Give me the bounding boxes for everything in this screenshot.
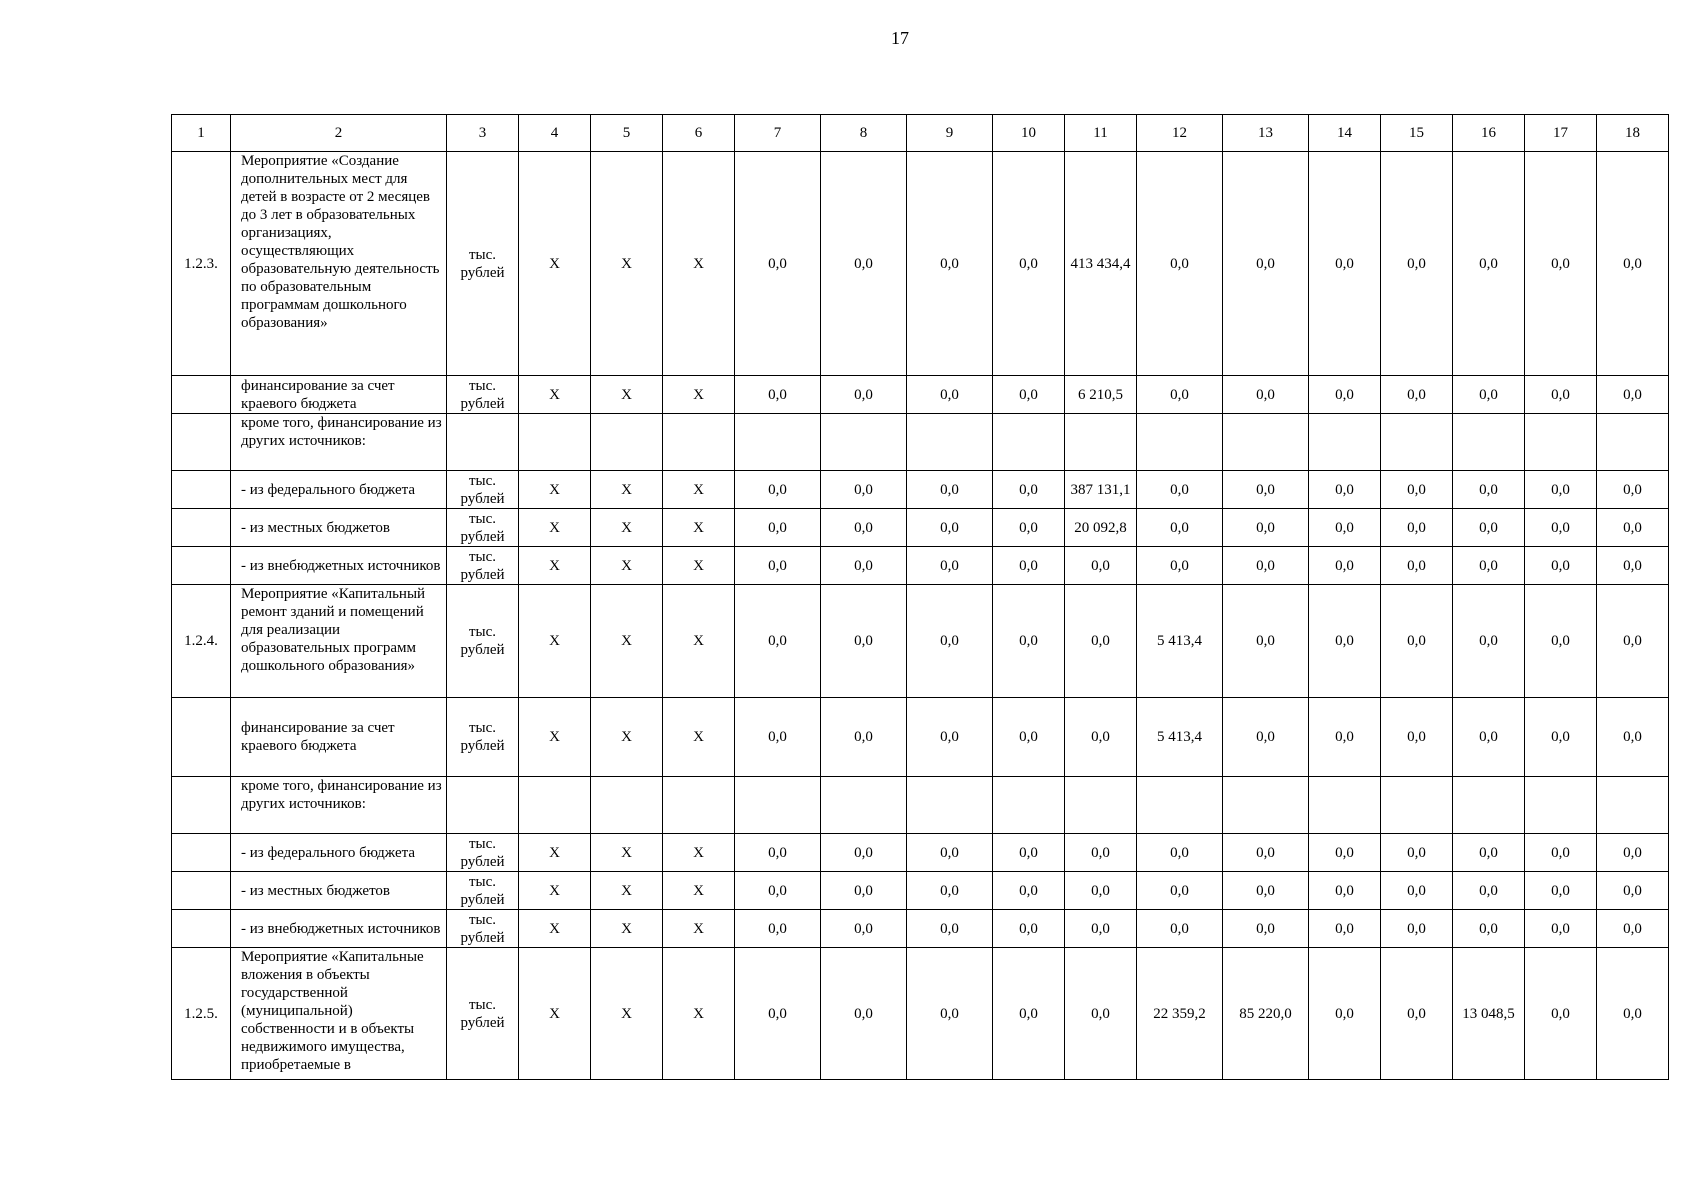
value-cell [907, 414, 993, 471]
value-cell: 0,0 [1525, 471, 1597, 509]
table-row [172, 509, 1669, 547]
description-cell: - из местных бюджетов [231, 872, 447, 910]
value-cell: 0,0 [1381, 152, 1453, 376]
value-cell: 0,0 [1525, 834, 1597, 872]
value-cell: 5 413,4 [1137, 698, 1223, 777]
value-cell: 0,0 [993, 948, 1065, 1080]
value-cell: Х [591, 471, 663, 509]
value-cell: Х [591, 834, 663, 872]
description-cell: кроме того, финансирование из других источников: [231, 414, 447, 471]
column-header-14: 14 [1309, 115, 1381, 152]
row-number-cell: 1.2.4. [172, 585, 231, 698]
value-cell: Х [591, 509, 663, 547]
value-cell: 0,0 [1223, 547, 1309, 585]
value-cell [907, 777, 993, 834]
value-cell: 0,0 [1525, 872, 1597, 910]
value-cell: 22 359,2 [1137, 948, 1223, 1080]
value-cell: 413 434,4 [1065, 152, 1137, 376]
value-cell: 0,0 [1453, 547, 1525, 585]
value-cell: Х [591, 547, 663, 585]
value-cell: 0,0 [821, 471, 907, 509]
value-cell [735, 777, 821, 834]
row-number-cell [172, 414, 231, 471]
value-cell: 0,0 [993, 547, 1065, 585]
value-cell [1453, 414, 1525, 471]
value-cell: 0,0 [1453, 471, 1525, 509]
table-body [172, 115, 1669, 1080]
value-cell: 0,0 [1137, 471, 1223, 509]
row-number-cell [172, 698, 231, 777]
unit-cell [447, 777, 519, 834]
value-cell [1453, 777, 1525, 834]
table-row [172, 834, 1669, 872]
value-cell: Х [519, 509, 591, 547]
value-cell: 0,0 [1309, 547, 1381, 585]
value-cell [1309, 777, 1381, 834]
unit-cell: тыс. рублей [447, 509, 519, 547]
value-cell: 0,0 [735, 698, 821, 777]
value-cell: Х [663, 585, 735, 698]
value-cell: 0,0 [1065, 910, 1137, 948]
table-row [172, 948, 1669, 1080]
description-cell: финансирование за счет краевого бюджета [231, 376, 447, 414]
value-cell: 0,0 [1597, 376, 1669, 414]
value-cell [1525, 777, 1597, 834]
value-cell: 0,0 [1309, 698, 1381, 777]
value-cell: 5 413,4 [1137, 585, 1223, 698]
value-cell: 0,0 [821, 872, 907, 910]
value-cell: 0,0 [907, 547, 993, 585]
value-cell [1223, 777, 1309, 834]
value-cell: 0,0 [1223, 872, 1309, 910]
value-cell: 85 220,0 [1223, 948, 1309, 1080]
value-cell: 0,0 [735, 152, 821, 376]
description-cell: кроме того, финансирование из других источников: [231, 777, 447, 834]
value-cell: Х [663, 698, 735, 777]
value-cell: 0,0 [907, 698, 993, 777]
column-header-17: 17 [1525, 115, 1597, 152]
value-cell [663, 777, 735, 834]
value-cell: 0,0 [1525, 509, 1597, 547]
value-cell: 0,0 [1309, 834, 1381, 872]
table-row [172, 777, 1669, 834]
value-cell: 0,0 [1309, 471, 1381, 509]
value-cell: 0,0 [1381, 471, 1453, 509]
value-cell: 0,0 [1381, 509, 1453, 547]
value-cell: 0,0 [1137, 834, 1223, 872]
budget-table [171, 114, 1669, 1080]
value-cell: Х [663, 471, 735, 509]
value-cell [519, 777, 591, 834]
table-row [172, 872, 1669, 910]
table-row [172, 471, 1669, 509]
value-cell [1137, 777, 1223, 834]
value-cell [663, 414, 735, 471]
value-cell: Х [519, 585, 591, 698]
value-cell: 0,0 [821, 834, 907, 872]
value-cell [821, 777, 907, 834]
unit-cell: тыс. рублей [447, 152, 519, 376]
value-cell: Х [591, 910, 663, 948]
description-cell: - из местных бюджетов [231, 509, 447, 547]
value-cell: 0,0 [1137, 547, 1223, 585]
column-header-4: 4 [519, 115, 591, 152]
value-cell: 0,0 [1381, 376, 1453, 414]
value-cell: 0,0 [1597, 585, 1669, 698]
value-cell: 0,0 [1381, 585, 1453, 698]
value-cell: Х [591, 872, 663, 910]
value-cell [1597, 414, 1669, 471]
value-cell: 0,0 [1525, 698, 1597, 777]
value-cell: 0,0 [1223, 376, 1309, 414]
page-number: 17 [891, 28, 909, 48]
value-cell: Х [591, 152, 663, 376]
value-cell: 0,0 [907, 376, 993, 414]
header-row [172, 115, 1669, 152]
value-cell: 0,0 [1309, 948, 1381, 1080]
value-cell: 0,0 [907, 948, 993, 1080]
column-header-1: 1 [172, 115, 231, 152]
value-cell [1065, 414, 1137, 471]
value-cell: 0,0 [1223, 910, 1309, 948]
description-cell: Мероприятие «Капитальный ремонт зданий и помещений для реализации образовательных программ дошкольного образования» [231, 585, 447, 698]
value-cell: Х [519, 152, 591, 376]
value-cell: 0,0 [1065, 585, 1137, 698]
value-cell: 0,0 [1137, 872, 1223, 910]
value-cell: 20 092,8 [1065, 509, 1137, 547]
value-cell: 0,0 [1065, 698, 1137, 777]
description-cell: - из федерального бюджета [231, 471, 447, 509]
description-cell: - из внебюджетных источников [231, 910, 447, 948]
value-cell: 0,0 [1597, 834, 1669, 872]
description-cell: Мероприятие «Капитальные вложения в объекты государственной (муниципальной) собственности и в объекты недвижимого имущества, приобретаемые в [231, 948, 447, 1080]
column-header-11: 11 [1065, 115, 1137, 152]
row-number-cell: 1.2.3. [172, 152, 231, 376]
value-cell: 0,0 [1223, 152, 1309, 376]
value-cell [1065, 777, 1137, 834]
value-cell: 0,0 [735, 376, 821, 414]
value-cell: 0,0 [1065, 872, 1137, 910]
value-cell [993, 777, 1065, 834]
value-cell: 0,0 [1453, 872, 1525, 910]
value-cell: Х [663, 872, 735, 910]
value-cell: Х [519, 547, 591, 585]
value-cell: 0,0 [1309, 152, 1381, 376]
column-header-6: 6 [663, 115, 735, 152]
unit-cell: тыс. рублей [447, 471, 519, 509]
value-cell: 0,0 [1223, 585, 1309, 698]
unit-cell [447, 414, 519, 471]
unit-cell: тыс. рублей [447, 585, 519, 698]
description-cell: Мероприятие «Создание дополнительных мест для детей в возрасте от 2 месяцев до 3 лет в образовательных организациях, осуществляющих образовательную деятельность по образовательным программам дошкольного образования» [231, 152, 447, 376]
value-cell: Х [519, 471, 591, 509]
value-cell: Х [519, 834, 591, 872]
row-number-cell: 1.2.5. [172, 948, 231, 1080]
row-number-cell [172, 376, 231, 414]
value-cell: 0,0 [993, 698, 1065, 777]
unit-cell: тыс. рублей [447, 376, 519, 414]
table-row [172, 414, 1669, 471]
value-cell [1597, 777, 1669, 834]
value-cell: 13 048,5 [1453, 948, 1525, 1080]
value-cell: 0,0 [1597, 547, 1669, 585]
value-cell: 0,0 [821, 910, 907, 948]
value-cell: Х [663, 152, 735, 376]
value-cell [1137, 414, 1223, 471]
value-cell: 0,0 [907, 152, 993, 376]
value-cell: 0,0 [821, 547, 907, 585]
column-header-5: 5 [591, 115, 663, 152]
value-cell: 0,0 [1137, 376, 1223, 414]
value-cell: 387 131,1 [1065, 471, 1137, 509]
value-cell: 0,0 [1223, 698, 1309, 777]
value-cell: 0,0 [735, 547, 821, 585]
unit-cell: тыс. рублей [447, 698, 519, 777]
value-cell: 0,0 [1525, 376, 1597, 414]
column-header-3: 3 [447, 115, 519, 152]
value-cell: 0,0 [821, 948, 907, 1080]
unit-cell: тыс. рублей [447, 910, 519, 948]
value-cell [591, 414, 663, 471]
table-row [172, 376, 1669, 414]
row-number-cell [172, 547, 231, 585]
column-header-13: 13 [1223, 115, 1309, 152]
value-cell: 0,0 [1453, 152, 1525, 376]
value-cell: 0,0 [1597, 872, 1669, 910]
value-cell [993, 414, 1065, 471]
value-cell: 0,0 [1597, 152, 1669, 376]
value-cell: 0,0 [1381, 872, 1453, 910]
value-cell: 0,0 [1597, 948, 1669, 1080]
value-cell: 0,0 [1525, 547, 1597, 585]
table-row [172, 152, 1669, 376]
value-cell: 0,0 [1381, 834, 1453, 872]
value-cell: 0,0 [1309, 509, 1381, 547]
value-cell: 0,0 [1597, 509, 1669, 547]
value-cell: 0,0 [1223, 834, 1309, 872]
value-cell: 0,0 [993, 376, 1065, 414]
value-cell [735, 414, 821, 471]
value-cell: 0,0 [1309, 585, 1381, 698]
table-row [172, 910, 1669, 948]
value-cell [1381, 414, 1453, 471]
value-cell: 0,0 [1597, 698, 1669, 777]
value-cell: Х [591, 698, 663, 777]
value-cell: Х [591, 948, 663, 1080]
value-cell: 0,0 [1381, 910, 1453, 948]
value-cell: Х [519, 376, 591, 414]
value-cell: 0,0 [993, 585, 1065, 698]
table-row [172, 698, 1669, 777]
row-number-cell [172, 910, 231, 948]
value-cell: Х [663, 834, 735, 872]
value-cell: 0,0 [1137, 910, 1223, 948]
value-cell: 0,0 [907, 834, 993, 872]
value-cell: 0,0 [1309, 872, 1381, 910]
table-row [172, 547, 1669, 585]
value-cell: 0,0 [1381, 948, 1453, 1080]
value-cell: Х [519, 910, 591, 948]
value-cell: Х [663, 910, 735, 948]
description-cell: - из федерального бюджета [231, 834, 447, 872]
value-cell: 0,0 [1065, 834, 1137, 872]
value-cell: 0,0 [735, 834, 821, 872]
value-cell: Х [663, 547, 735, 585]
value-cell: 0,0 [821, 585, 907, 698]
value-cell: 0,0 [1525, 585, 1597, 698]
value-cell: 0,0 [1137, 152, 1223, 376]
value-cell [519, 414, 591, 471]
value-cell: 0,0 [1453, 834, 1525, 872]
value-cell: 0,0 [735, 948, 821, 1080]
value-cell: Х [519, 872, 591, 910]
value-cell: 0,0 [993, 910, 1065, 948]
row-number-cell [172, 777, 231, 834]
description-cell: финансирование за счет краевого бюджета [231, 698, 447, 777]
value-cell: 0,0 [993, 834, 1065, 872]
column-header-18: 18 [1597, 115, 1669, 152]
value-cell: Х [663, 509, 735, 547]
value-cell: 0,0 [735, 585, 821, 698]
value-cell: 0,0 [1381, 547, 1453, 585]
column-header-12: 12 [1137, 115, 1223, 152]
value-cell: 0,0 [1309, 376, 1381, 414]
value-cell: 0,0 [735, 872, 821, 910]
value-cell: 0,0 [907, 471, 993, 509]
value-cell: 0,0 [1453, 698, 1525, 777]
value-cell: 0,0 [993, 509, 1065, 547]
row-number-cell [172, 834, 231, 872]
value-cell: 0,0 [1223, 509, 1309, 547]
value-cell: 0,0 [907, 585, 993, 698]
value-cell: 0,0 [735, 509, 821, 547]
table-row [172, 585, 1669, 698]
row-number-cell [172, 471, 231, 509]
value-cell [1525, 414, 1597, 471]
value-cell: 0,0 [1453, 585, 1525, 698]
value-cell: 0,0 [1065, 948, 1137, 1080]
unit-cell: тыс. рублей [447, 948, 519, 1080]
value-cell: 0,0 [1381, 698, 1453, 777]
column-header-10: 10 [993, 115, 1065, 152]
value-cell [591, 777, 663, 834]
column-header-7: 7 [735, 115, 821, 152]
value-cell: 0,0 [1453, 910, 1525, 948]
column-header-2: 2 [231, 115, 447, 152]
value-cell: 0,0 [1525, 948, 1597, 1080]
unit-cell: тыс. рублей [447, 872, 519, 910]
value-cell: 0,0 [1065, 547, 1137, 585]
value-cell: 0,0 [993, 152, 1065, 376]
value-cell: 0,0 [907, 910, 993, 948]
value-cell [821, 414, 907, 471]
value-cell: 0,0 [821, 509, 907, 547]
description-cell: - из внебюджетных источников [231, 547, 447, 585]
value-cell [1223, 414, 1309, 471]
column-header-8: 8 [821, 115, 907, 152]
value-cell: 0,0 [1525, 152, 1597, 376]
value-cell: 0,0 [821, 376, 907, 414]
value-cell: Х [591, 376, 663, 414]
value-cell: 0,0 [993, 471, 1065, 509]
value-cell: 0,0 [1453, 376, 1525, 414]
value-cell: 0,0 [735, 910, 821, 948]
value-cell: 0,0 [1525, 910, 1597, 948]
value-cell: Х [663, 948, 735, 1080]
value-cell: 0,0 [1223, 471, 1309, 509]
value-cell: Х [519, 948, 591, 1080]
unit-cell: тыс. рублей [447, 547, 519, 585]
value-cell: 0,0 [993, 872, 1065, 910]
row-number-cell [172, 872, 231, 910]
value-cell: Х [591, 585, 663, 698]
row-number-cell [172, 509, 231, 547]
value-cell: Х [663, 376, 735, 414]
value-cell: 6 210,5 [1065, 376, 1137, 414]
column-header-15: 15 [1381, 115, 1453, 152]
value-cell: 0,0 [821, 152, 907, 376]
column-header-9: 9 [907, 115, 993, 152]
value-cell: 0,0 [1597, 910, 1669, 948]
value-cell: 0,0 [1137, 509, 1223, 547]
value-cell: 0,0 [1309, 910, 1381, 948]
column-header-16: 16 [1453, 115, 1525, 152]
value-cell: 0,0 [821, 698, 907, 777]
value-cell: 0,0 [1597, 471, 1669, 509]
value-cell: 0,0 [1453, 509, 1525, 547]
value-cell: 0,0 [907, 509, 993, 547]
value-cell [1309, 414, 1381, 471]
value-cell: Х [519, 698, 591, 777]
value-cell [1381, 777, 1453, 834]
unit-cell: тыс. рублей [447, 834, 519, 872]
value-cell: 0,0 [735, 471, 821, 509]
value-cell: 0,0 [907, 872, 993, 910]
